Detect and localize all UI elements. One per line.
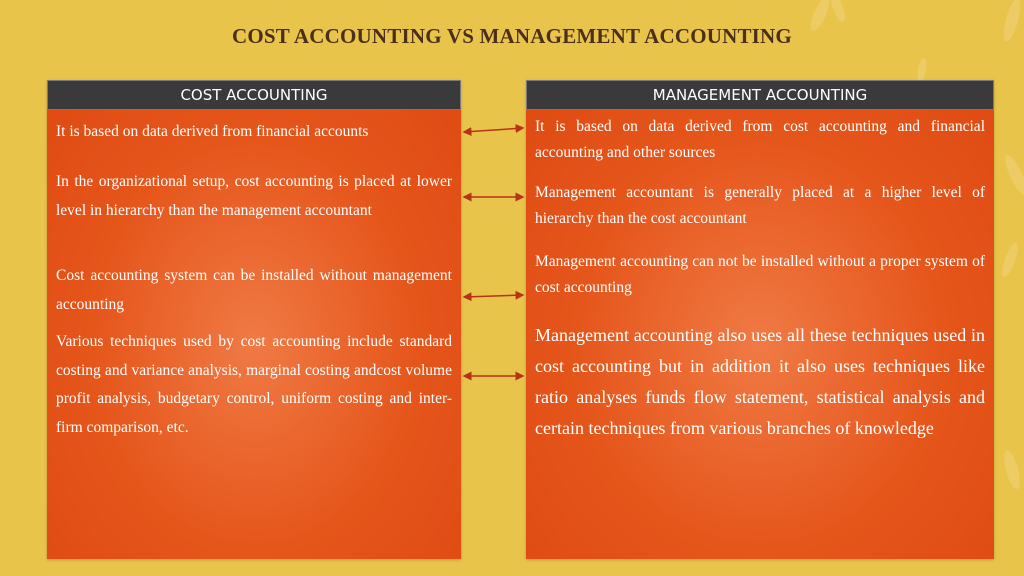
management-accounting-header: MANAGEMENT ACCOUNTING [526, 80, 994, 110]
arrow-1 [464, 128, 523, 132]
management-point-2: Management accountant is generally placed at a higher level of hierarchy than the cost accountant [535, 184, 985, 227]
cost-accounting-panel [47, 80, 461, 559]
cost-accounting-header: COST ACCOUNTING [47, 80, 461, 110]
management-point-3: Management accounting can not be installed without a proper system of cost accounting [535, 253, 985, 296]
arrow-3 [464, 295, 523, 297]
cost-point-2: In the organizational setup, cost accounting is placed at lower level in hierarchy than the management accountant [56, 173, 452, 219]
cost-point-4: Various techniques used by cost accounting include standard costing and variance analysis, marginal costing andcost volume profit analysis, budgetary control, uniform costing and inter-firm comparison, etc. [56, 333, 452, 436]
page-title: COST ACCOUNTING VS MANAGEMENT ACCOUNTING [232, 24, 792, 48]
cost-point-1: It is based on data derived from financial accounts [56, 123, 369, 140]
management-point-1: It is based on data derived from cost accounting and financial accounting and other sources [535, 118, 985, 161]
management-point-4: Management accounting also uses all these techniques used in cost accounting but in addition it also uses techniques like ratio analyses funds flow statement, statistical analysis and certain techniques from various branches of knowledge [535, 325, 985, 438]
management-accounting-panel [526, 80, 994, 559]
cost-point-3: Cost accounting system can be installed without management accounting [56, 267, 452, 313]
